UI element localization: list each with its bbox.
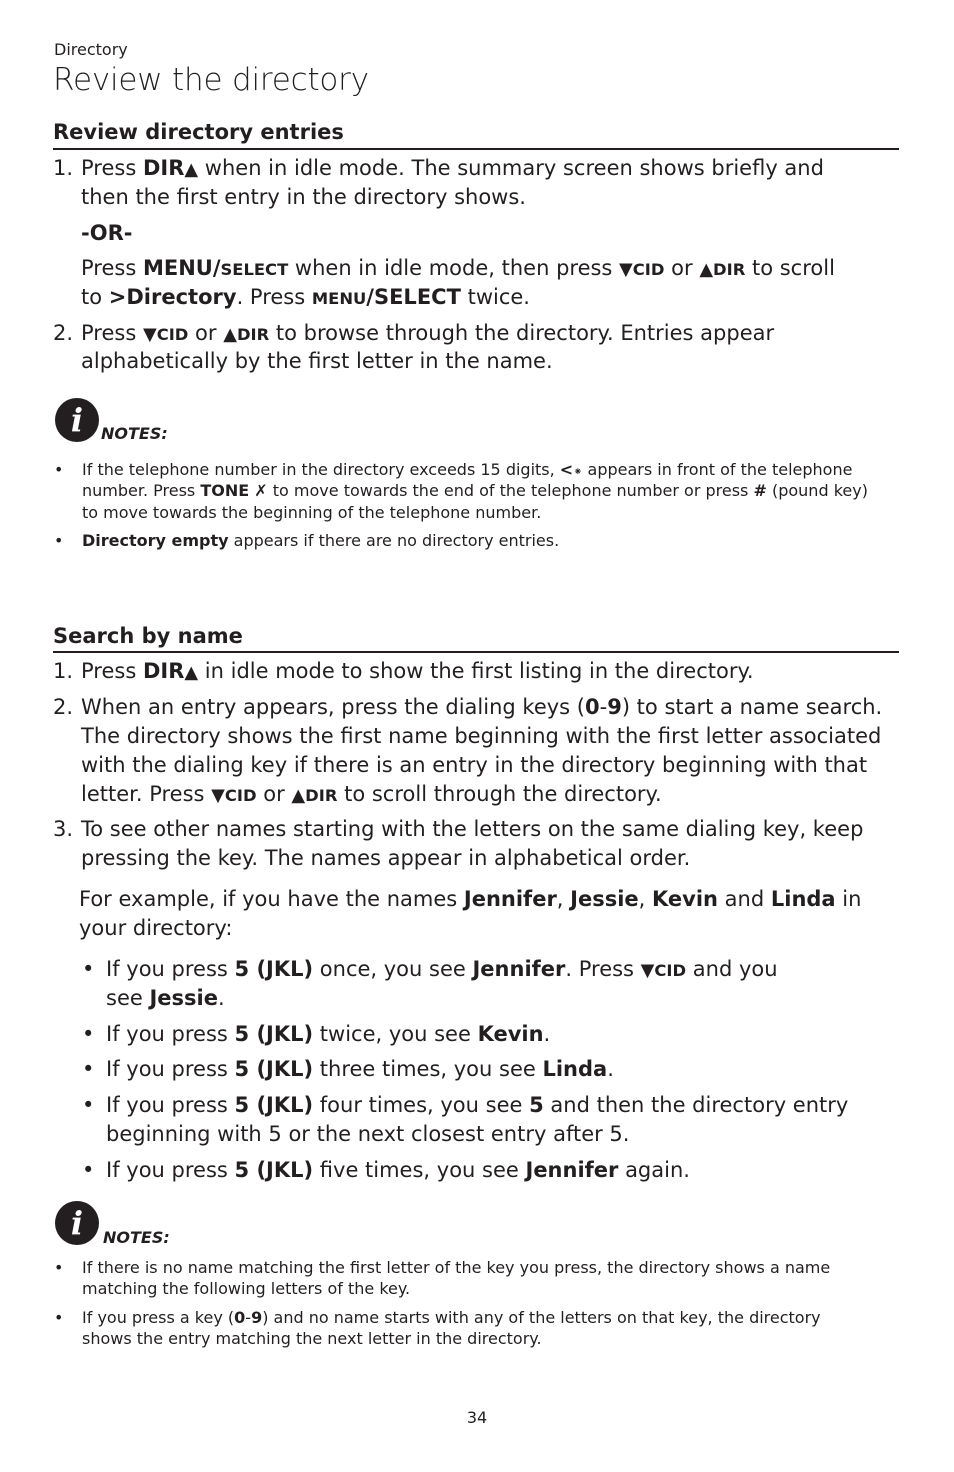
step-text: The directory shows the first name beginning with the first letter associated <box>81 724 882 748</box>
info-icon: i <box>55 398 99 442</box>
down-arrow-icon: ▼ <box>142 324 157 345</box>
bullet: • <box>82 1093 95 1117</box>
step-text: To see other names starting with the letters on the same dialing key, keep <box>81 817 864 841</box>
up-arrow-icon: ▲ <box>223 324 237 345</box>
tone-star-icon: ✗ <box>254 481 268 500</box>
step-number: 2. <box>53 695 74 719</box>
note-text: matching the following letters of the key. <box>82 1279 411 1298</box>
note-text: If the telephone number in the directory exceeds 15 digits, <⁕ appears in front of the telephone <box>82 460 853 479</box>
notes-label: NOTES: <box>101 424 168 443</box>
notes-label: NOTES: <box>103 1228 170 1247</box>
bullet-text: If you press 5 (JKL) once, you see Jennifer. Press ▼CID and you <box>106 957 778 981</box>
bullet-text: see Jessie. <box>106 986 225 1010</box>
section-rule <box>53 148 899 150</box>
step-text: Press ▼CID or ▲DIR to browse through the directory. Entries appear <box>81 321 775 345</box>
step-text: Press DIR▲ when in idle mode. The summary screen shows briefly and <box>81 156 824 180</box>
step-text: letter. Press ▼CID or ▲DIR to scroll through the directory. <box>81 782 662 806</box>
bullet-text: If you press 5 (JKL) five times, you see Jennifer again. <box>106 1158 690 1182</box>
step-text: then the first entry in the directory shows. <box>81 185 526 209</box>
step-text: with the dialing key if there is an entry in the directory beginning with that <box>81 753 868 777</box>
up-arrow-icon: ▲ <box>184 662 199 683</box>
note-text: shows the entry matching the next letter in the directory. <box>82 1329 542 1348</box>
page-number: 34 <box>466 1408 488 1427</box>
bullet: • <box>54 460 64 479</box>
bullet: • <box>54 531 64 550</box>
note-text: If there is no name matching the first letter of the key you press, the directory shows a name <box>82 1258 831 1277</box>
down-arrow-icon: ▼ <box>640 960 655 981</box>
step-text: pressing the key. The names appear in alphabetical order. <box>81 846 691 870</box>
bullet-text: If you press 5 (JKL) four times, you see 5 and then the directory entry <box>106 1093 849 1117</box>
note-text: number. Press TONE ✗ to move towards the end of the telephone number or press # (pound key) <box>82 481 868 500</box>
section-heading-search: Search by name <box>53 624 243 648</box>
step-text: Press DIR▲ in idle mode to show the first listing in the directory. <box>81 659 754 683</box>
note-text: If you press a key (0-9) and no name starts with any of the letters on that key, the directory <box>82 1308 821 1327</box>
bullet-text: If you press 5 (JKL) three times, you see Linda. <box>106 1057 614 1081</box>
step-number: 2. <box>53 321 74 345</box>
step-text: When an entry appears, press the dialing keys (0-9) to start a name search. <box>81 695 883 719</box>
example-text: For example, if you have the names Jennifer, Jessie, Kevin and Linda in <box>79 887 862 911</box>
bullet: • <box>82 1057 95 1081</box>
or-separator: -OR- <box>81 221 133 245</box>
down-arrow-icon: ▼ <box>211 785 225 806</box>
bullet: • <box>82 1158 95 1182</box>
page-title: Review the directory <box>53 62 369 98</box>
up-arrow-icon: ▲ <box>699 259 714 280</box>
step-text: to >Directory. Press MENU/SELECT twice. <box>81 285 530 309</box>
up-arrow-icon: ▲ <box>291 785 306 806</box>
bullet: • <box>54 1308 64 1327</box>
bullet: • <box>82 957 95 981</box>
note-text: Directory empty appears if there are no directory entries. <box>82 531 560 550</box>
step-number: 1. <box>53 659 74 683</box>
step-text: alphabetically by the first letter in the name. <box>81 349 553 373</box>
down-arrow-icon: ▼ <box>619 259 633 280</box>
bullet: • <box>82 1022 95 1046</box>
example-text: your directory: <box>79 916 233 940</box>
breadcrumb: Directory <box>54 40 128 59</box>
section-rule <box>53 651 899 653</box>
up-arrow-icon: ▲ <box>184 159 199 180</box>
section-heading-review: Review directory entries <box>53 120 344 144</box>
step-number: 1. <box>53 156 74 180</box>
step-number: 3. <box>53 817 74 841</box>
bullet-text: If you press 5 (JKL) twice, you see Kevin. <box>106 1022 551 1046</box>
info-icon: i <box>55 1201 99 1245</box>
note-text: to move towards the beginning of the telephone number. <box>82 503 542 522</box>
bullet: • <box>54 1258 64 1277</box>
bullet-text: beginning with 5 or the next closest entry after 5. <box>106 1122 630 1146</box>
step-text: Press MENU/SELECT when in idle mode, then press ▼CID or ▲DIR to scroll <box>81 256 835 280</box>
